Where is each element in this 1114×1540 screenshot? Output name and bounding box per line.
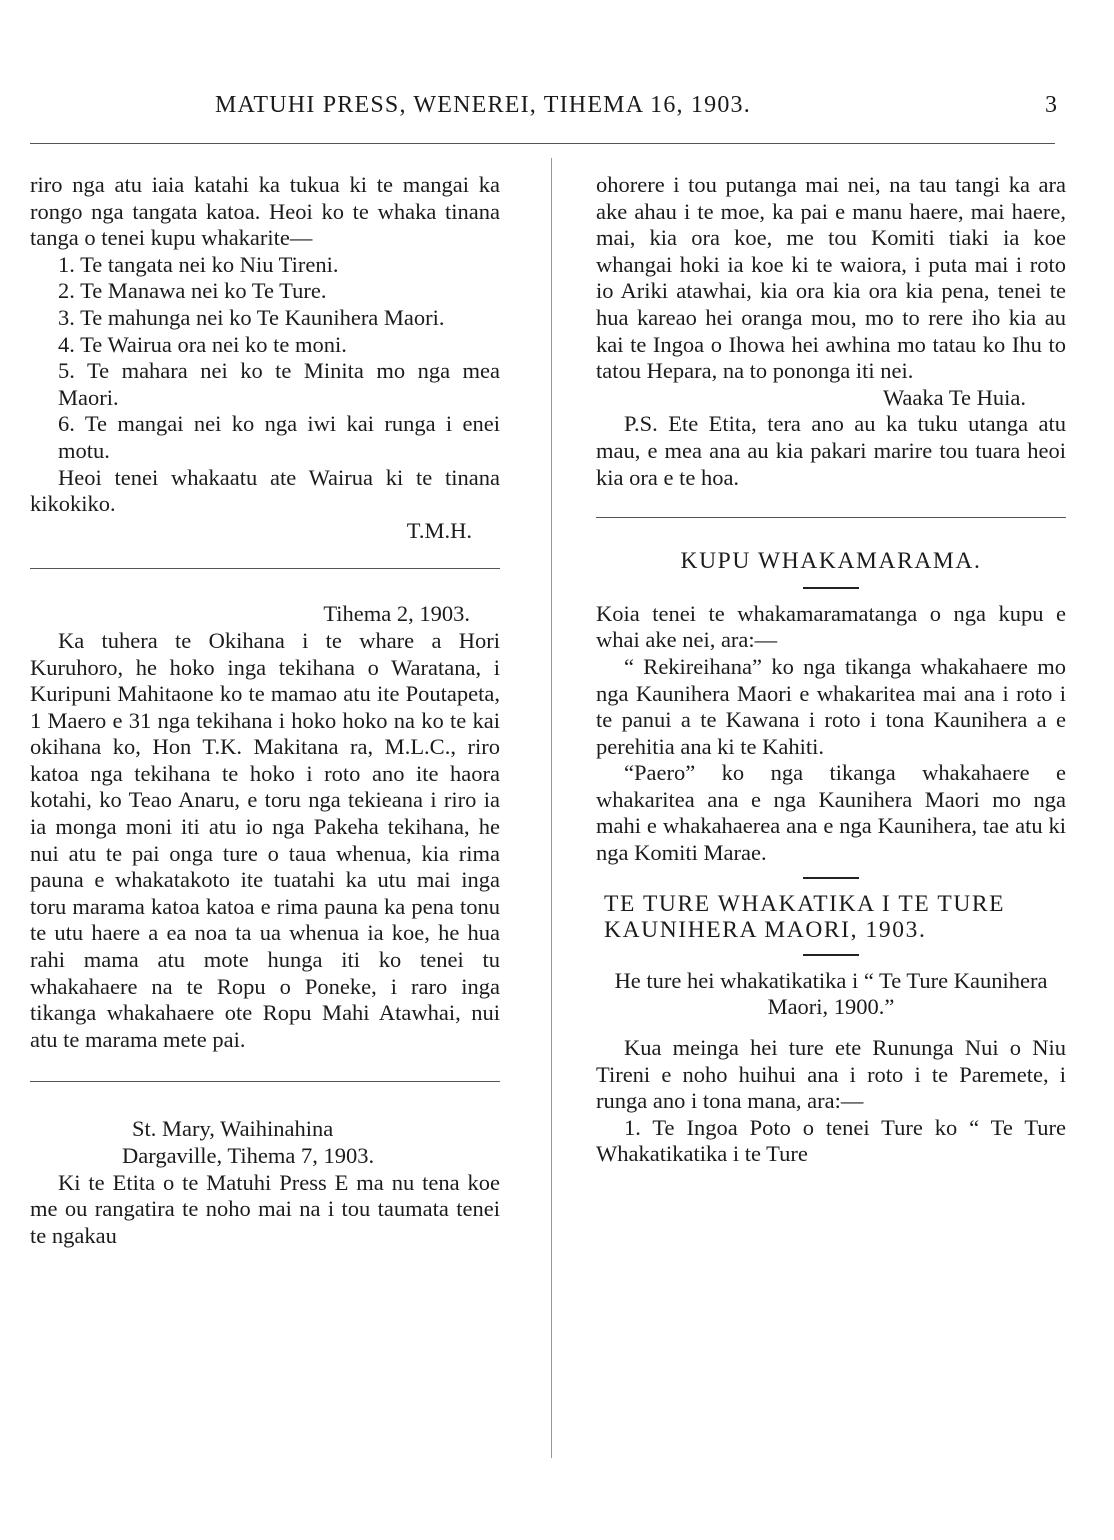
- signature: T.M.H.: [406, 517, 472, 543]
- list-item: 4. Te Wairua ora nei ko te moni.: [58, 331, 347, 357]
- section-rule: [30, 568, 500, 569]
- letter-date: Tihema 2, 1903.: [323, 601, 470, 627]
- list-item: 3. Te mahunga nei ko Te Kaunihera Maori.: [58, 304, 445, 330]
- left-column: [30, 172, 500, 1249]
- heading-rule: [803, 954, 859, 956]
- definition-intro: Koia tenei te whakamaramatanga o nga kupu e whai ake nei, ara:—: [596, 600, 1066, 653]
- newspaper-masthead: MATUHI PRESS, WENEREI, TIHEMA 16, 1903.: [215, 92, 751, 118]
- letter-place: St. Mary, Waihinahina: [132, 1116, 334, 1142]
- act-subtitle: He ture hei whakatikatika i “ Te Ture Kaunihera Maori, 1900.”: [614, 967, 1048, 1020]
- letter-body-continued: ohorere i tou putanga mai nei, na tau tangi ka ara ake ahau i te moe, ka pai e manu haere, mai haere, mai, kia ora koe, me tou Komiti tiaki ia koe whangai hoki ia koe ki te waiora, i puta mai i roto io Ariki atawhai, kia ora kia ora kia pena, tenei te hua kareao hei oranga mou, mo to rere iho kia au kai te Ingoa o Ihowa hei awhina mo tatau ko Ihu to tatou Hepara, na to pononga iti nei.: [596, 172, 1066, 384]
- signature: Waaka Te Huia.: [882, 384, 1026, 410]
- column-divider: [551, 158, 552, 1458]
- postscript: P.S. Ete Etita, tera ano au ka tuku utanga atu mau, e mea ana au kia pakari marire tou tuara heoi kia ora e te hoa.: [596, 411, 1066, 490]
- section-rule: [596, 517, 1066, 518]
- header-rule: [30, 143, 1055, 144]
- list-item: 5. Te mahara nei ko te Minita mo nga mea Maori.: [58, 358, 500, 410]
- page-number: 3: [1045, 92, 1057, 118]
- intro-paragraph: riro nga atu iaia katahi ka tukua ki te mangai ka rongo nga tangata katoa. Heoi ko te whaka tinana tanga o tenei kupu whakarite—: [30, 172, 500, 251]
- act-title: TE TURE WHAKATIKA I TE TURE KAUNIHERA MAORI, 1903.: [604, 890, 1006, 944]
- heading-rule: [803, 877, 859, 879]
- section-heading: KUPU WHAKAMARAMA.: [680, 548, 982, 575]
- list-item: 1. Te tangata nei ko Niu Tireni.: [58, 251, 339, 277]
- definition: “ Rekireihana” ko nga tikanga whakahaere mo nga Kaunihera Maori e whakaritea mai ana i roto i te panui a te Kawana i roto i tona Kaunihera a e perehitia ana ki te Kahiti.: [596, 653, 1066, 759]
- letter-body: Ka tuhera te Okihana i te whare a Hori Kuruhoro, he hoko inga tekihana o Waratana, i Kuripuni Mahitaone ko te mamao atu ite Poutapeta, 1 Maero e 31 nga tekihana i hoko hoko na ko te kai okihana ko, Hon T.K. Makitana ra, M.L.C., riro katoa nga tekihana te hoko i roto ano ite haora kotahi, ko Teao Anaru, e toru nga tekieana i riro ia ia monga moni iti atu io nga Pakeha tekihana, he nui atu te pai onga ture o taua whenua, kia rima pauna e whakatakoto ite tuatahi ka utu mai inga toru marama katoa katoa e rima pauna ka pena tonu te utu haere a ea noa ta ua whenua ia koe, he hua rahi mama atu mote hunga iti ko tenei tu whakahaere na te Ropu o Poneke, i raro inga tikanga whakahaere ote Ropu Mahi Atawhai, nui atu te marama mete pai.: [30, 627, 500, 1052]
- list-item: 2. Te Manawa nei ko Te Ture.: [58, 278, 327, 304]
- closing-paragraph: Heoi tenei whakaatu ate Wairua ki te tinana kikokiko.: [30, 464, 500, 517]
- letter-body: Ki te Etita o te Matuhi Press E ma nu tena koe me ou rangatira te noho mai na i tou taumata tenei te ngakau: [30, 1169, 500, 1248]
- enacting-clause: Kua meinga hei ture ete Rununga Nui o Niu Tireni e noho huihui ana i roto i te Paremete, i runga ano i tona mana, ara:—: [596, 1035, 1066, 1114]
- clause: 1. Te Ingoa Poto o tenei Ture ko “ Te Ture Whakatikatika i te Ture: [596, 1114, 1066, 1167]
- definition: “Paero” ko nga tikanga whakahaere e whakaritea ana e nga Kaunihera Maori mo nga mahi e whakahaerea ana e nga Kaunihera, tae atu ki nga Komiti Marae.: [596, 760, 1066, 866]
- list-item: 6. Te mangai nei ko nga iwi kai runga i enei motu.: [58, 411, 500, 463]
- right-column: [596, 172, 1066, 1168]
- heading-rule: [803, 587, 859, 589]
- page-header: [0, 92, 1114, 126]
- letter-date: Dargaville, Tihema 7, 1903.: [122, 1143, 375, 1168]
- section-rule: [30, 1081, 500, 1082]
